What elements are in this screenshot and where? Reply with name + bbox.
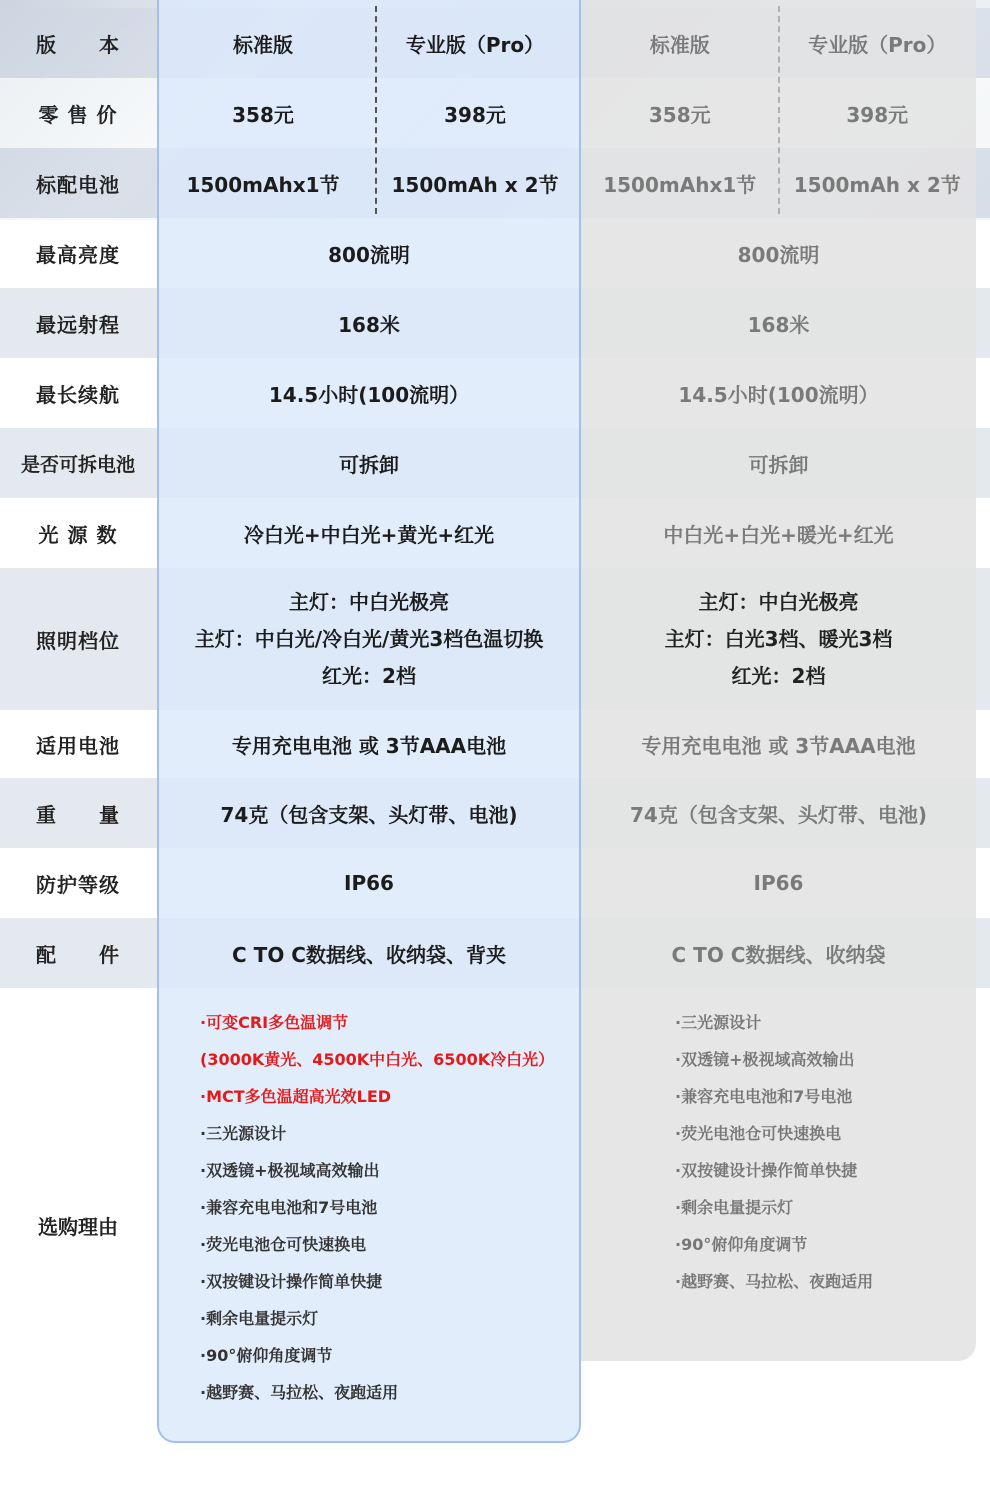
- mode-line: 主灯：中白光极亮: [289, 589, 449, 614]
- row-standard-battery: [0, 148, 990, 218]
- reason-item: ·三光源设计: [675, 1013, 762, 1032]
- row-compatible-battery: [0, 710, 990, 778]
- reason-item: ·越野赛、马拉松、夜跑适用: [200, 1383, 399, 1402]
- reason-item-highlight: ·MCT多色温超高光效LED: [200, 1087, 392, 1106]
- row-label: 最远射程: [36, 312, 120, 337]
- competitor-value: 14.5小时(100流明）: [678, 382, 879, 407]
- competitor-cell: [581, 148, 976, 218]
- battery-pro: 1500mAh x 2节: [793, 172, 961, 197]
- reason-item: ·90°俯仰角度调节: [200, 1346, 333, 1365]
- reasons-label: 选购理由: [38, 1215, 118, 1239]
- row-label: 最长续航: [36, 382, 120, 407]
- reason-item: ·三光源设计: [200, 1124, 287, 1143]
- row-label: 零 售 价: [38, 102, 118, 127]
- row-version: [0, 8, 990, 78]
- product-cell: [157, 148, 581, 218]
- reason-item: ·越野赛、马拉松、夜跑适用: [675, 1272, 874, 1291]
- product-value: 14.5小时(100流明）: [268, 382, 470, 407]
- product-value: 74克（包含支架、头灯带、电池): [220, 802, 518, 827]
- product-value: IP66: [344, 871, 394, 895]
- row-label: 照明档位: [36, 628, 120, 653]
- row-label: 重 量: [36, 802, 120, 827]
- row-label: 版 本: [36, 32, 120, 57]
- battery-pro: 1500mAh x 2节: [391, 172, 559, 197]
- reason-item: ·双透镜+极视域高效输出: [675, 1050, 855, 1069]
- version-pro: 专业版（Pro）: [808, 32, 947, 57]
- version-standard: 标准版: [649, 32, 710, 57]
- reason-item: ·荧光电池仓可快速换电: [200, 1235, 367, 1254]
- row-removable-battery: [0, 428, 990, 498]
- reason-item: ·剩余电量提示灯: [675, 1198, 794, 1217]
- version-pro: 专业版（Pro）: [405, 32, 545, 57]
- reason-item-highlight: (3000K黄光、4500K中白光、6500K冷白光）: [200, 1050, 555, 1069]
- row-brightness: [0, 218, 990, 288]
- mode-line: 红光：2档: [731, 663, 826, 688]
- competitor-value: 中白光+白光+暖光+红光: [663, 522, 894, 547]
- row-label: 是否可拆电池: [20, 453, 135, 476]
- competitor-value: IP66: [753, 871, 804, 895]
- version-standard: 标准版: [233, 32, 293, 57]
- competitor-cell: [581, 78, 976, 148]
- row-light-sources: [0, 498, 990, 568]
- row-runtime: [0, 358, 990, 428]
- reason-item: ·90°俯仰角度调节: [675, 1235, 808, 1254]
- row-weight: [0, 778, 990, 848]
- reason-item: ·剩余电量提示灯: [200, 1309, 319, 1328]
- battery-standard: 1500mAhx1节: [603, 172, 757, 197]
- product-value: 800流明: [328, 242, 410, 267]
- battery-standard: 1500mAhx1节: [186, 172, 340, 197]
- price-standard: 358元: [648, 102, 711, 127]
- product-reasons-list: [200, 1004, 580, 1411]
- price-pro: 398元: [444, 102, 506, 127]
- competitor-cell: [581, 8, 976, 78]
- competitor-value: 专用充电电池 或 3节AAA电池: [641, 733, 916, 758]
- competitor-value: 可拆卸: [748, 452, 809, 477]
- mode-line: 主灯：白光3档、暖光3档: [664, 626, 893, 651]
- reason-item: ·兼容充电电池和7号电池: [675, 1087, 853, 1106]
- competitor-value: C TO C数据线、收纳袋: [671, 942, 886, 967]
- product-cell: [157, 78, 581, 148]
- row-price: [0, 78, 990, 148]
- reason-item: ·兼容充电电池和7号电池: [200, 1198, 378, 1217]
- competitor-reasons-list: [675, 1004, 975, 1300]
- product-value: 可拆卸: [339, 452, 399, 477]
- reason-item: ·双透镜+极视域高效输出: [200, 1161, 380, 1180]
- row-accessories: [0, 918, 990, 988]
- price-standard: 358元: [232, 102, 294, 127]
- product-value: C TO C数据线、收纳袋、背夹: [232, 942, 506, 967]
- row-label: 最高亮度: [36, 242, 120, 267]
- row-label: 配 件: [36, 942, 120, 967]
- reason-item: ·荧光电池仓可快速换电: [675, 1124, 842, 1143]
- mode-line: 主灯：中白光极亮: [698, 589, 859, 614]
- product-cell: [157, 8, 581, 78]
- competitor-value: 74克（包含支架、头灯带、电池): [630, 802, 927, 827]
- row-label: 标配电池: [36, 172, 120, 197]
- product-value: 冷白光+中白光+黄光+红光: [243, 522, 495, 547]
- reason-item-highlight: ·可变CRI多色温调节: [200, 1013, 349, 1032]
- competitor-value: 800流明: [737, 242, 820, 267]
- price-pro: 398元: [846, 102, 909, 127]
- competitor-value: 168米: [747, 312, 810, 337]
- row-lighting-modes: [0, 568, 990, 710]
- row-range: [0, 288, 990, 358]
- reason-item: ·双按键设计操作简单快捷: [200, 1272, 383, 1291]
- mode-line: 红光：2档: [322, 663, 416, 688]
- row-label: 防护等级: [36, 872, 120, 897]
- reason-item: ·双按键设计操作简单快捷: [675, 1161, 858, 1180]
- row-label: 适用电池: [36, 733, 120, 758]
- product-value: 专用充电电池 或 3节AAA电池: [231, 733, 507, 758]
- mode-line: 主灯：中白光/冷白光/黄光3档色温切换: [194, 626, 544, 651]
- row-protection: [0, 848, 990, 918]
- row-label: 光 源 数: [38, 522, 118, 547]
- product-value: 168米: [338, 312, 400, 337]
